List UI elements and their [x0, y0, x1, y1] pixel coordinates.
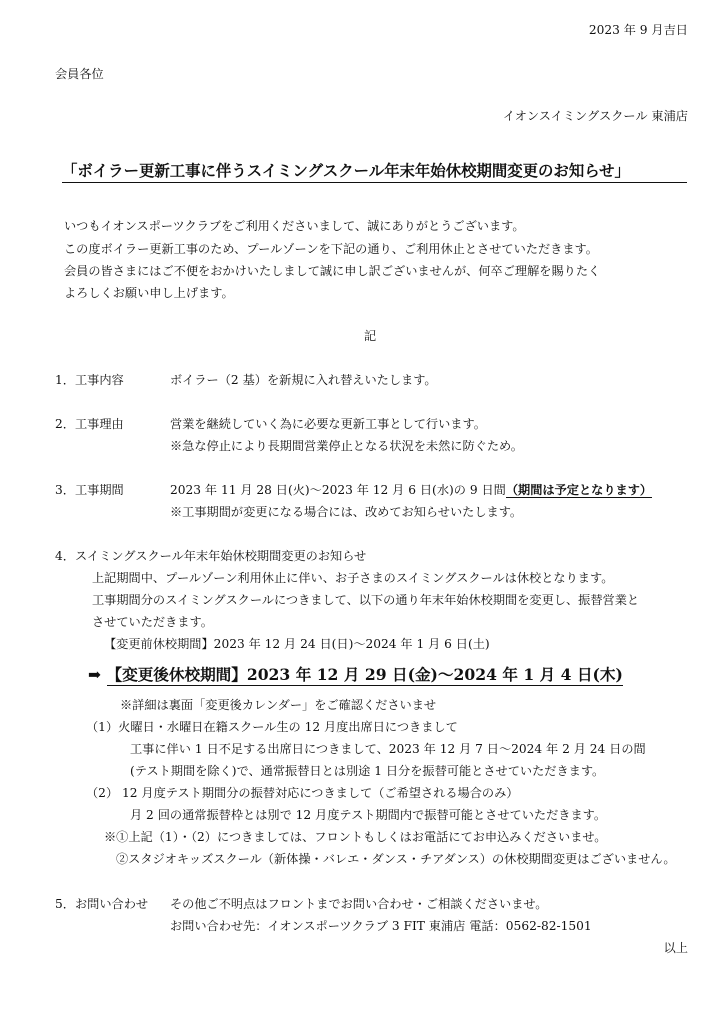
intro-line: 会員の皆さまにはご不便をおかけいたしまして誠に申し訳ございませんが、何卒ご理解を賜りたく: [64, 264, 601, 278]
contact-info: お問い合わせ先：イオンスポーツクラブ 3 FIT 東浦店 電話：0562-82-1501: [170, 919, 592, 933]
intro-line: いつもイオンスポーツクラブをご利用くださいまして、誠にありがとうございます。: [64, 219, 525, 233]
item4-label: 4．スイミングスクール年末年始休校期間変更のお知らせ: [55, 549, 367, 563]
item1-label: 1．工事内容: [55, 373, 124, 387]
item4-line: 上記期間中、プールゾーン利用休止に伴い、お子さまのスイミングスクールは休校となります。: [92, 571, 614, 585]
sub2-heading: （2） 12 月度テスト期間分の振替対応につきまして（ご希望される場合のみ）: [86, 786, 519, 800]
intro-line: よろしくお願い申し上げます。: [64, 286, 234, 300]
item2-note: ※急な停止により長期間営業停止となる状況を未然に防ぐため。: [170, 439, 523, 453]
note-2: ②スタジオキッズスクール（新体操・バレエ・ダンス・チアダンス）の休校期間変更はございません。: [116, 852, 676, 866]
item3-note: ※工事期間が変更になる場合には、改めてお知らせいたします。: [170, 505, 523, 519]
item4-line: させていただきます。: [92, 615, 213, 629]
item2-label: 2．工事理由: [55, 417, 124, 431]
ki-heading: 記: [364, 329, 377, 343]
sender: イオンスイミングスクール 東浦店: [502, 109, 688, 123]
detail-note: ※詳細は裏面「変更後カレンダー」をご確認くださいませ: [120, 698, 437, 712]
item2-text: 営業を継続していく為に必要な更新工事として行います。: [170, 417, 486, 431]
item5-text: その他ご不明点はフロントまでお問い合わせ・ご相談くださいませ。: [170, 897, 548, 911]
after-period: [88, 665, 623, 685]
closing: 以上: [663, 941, 688, 955]
item4-line: 工事期間分のスイミングスクールにつきまして、以下の通り年末年始休校期間を変更し、振替営業と: [92, 593, 640, 607]
before-period: 【変更前休校期間】2023 年 12 月 24 日(日)～2024 年 1 月 6 日(土): [104, 637, 490, 651]
arrow-icon: ➡: [88, 665, 102, 684]
date: 2023 年 9 月吉日: [588, 23, 688, 37]
sub1-heading: （1）火曜日・水曜日在籍スクール生の 12 月度出席日につきまして: [86, 720, 458, 734]
item3-period: [170, 482, 652, 498]
sub1-line: 工事に伴い 1 日不足する出席日につきまして、2023 年 12 月 7 日～2024 年 2 月 24 日の間: [130, 742, 646, 756]
item3-label: 3．工事期間: [55, 483, 124, 497]
recipient: 会員各位: [55, 67, 104, 81]
item5-label: 5．お問い合わせ: [55, 897, 149, 911]
sub1-line: (テスト期間を除く)で、通常振替日とは別途 1 日分を振替可能とさせていただきます。: [130, 764, 605, 778]
item3-period-note: （期間は予定となります）: [505, 483, 653, 497]
item1-text: ボイラー（2 基）を新規に入れ替えいたします。: [170, 373, 437, 387]
note-1: ※①上記（1）・（2）につきましては、フロントもしくはお電話にてお申込みくださいませ。: [104, 830, 607, 844]
sub2-line: 月 2 回の通常振替枠とは別で 12 月度テスト期間内で振替可能とさせていただきます。: [130, 808, 607, 822]
after-period-text: 【変更後休校期間】2023 年 12 月 29 日(金)～2024 年 1 月 4 日(木): [106, 665, 623, 684]
intro-line: この度ボイラー更新工事のため、プールゾーンを下記の通り、ご利用休止とさせていただきます。: [64, 242, 598, 256]
item3-period-dates: 2023 年 11 月 28 日(火)～2023 年 12 月 6 日(水)の 9 日間: [170, 483, 506, 497]
document-title: 「ボイラー更新工事に伴うスイミングスクール年末年始休校期間変更のお知らせ」: [62, 161, 687, 183]
